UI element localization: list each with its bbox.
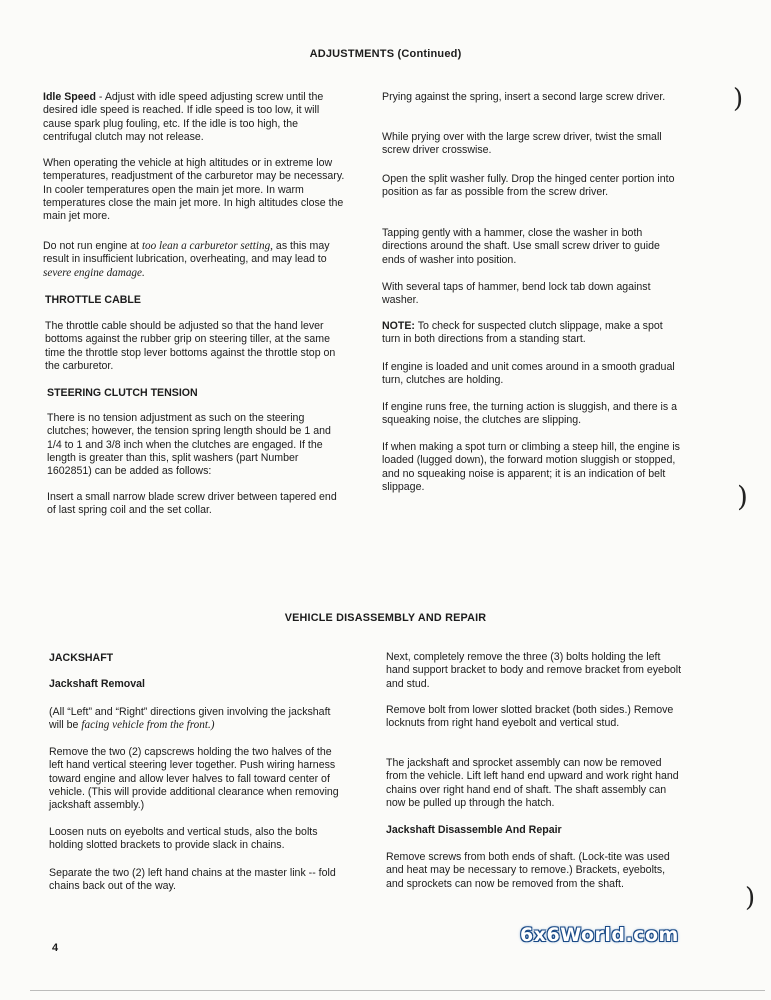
watermark-logo: 6x6World.com xyxy=(520,924,679,946)
right-step-6: If engine is loaded and unit comes around in a smooth gradual turn, clutches are holding. xyxy=(382,361,675,387)
lean-warning-emphasis-2: severe engine damage. xyxy=(43,266,145,279)
separate-chains-paragraph: Separate the two (2) left hand chains at the master link -- fold chains back out of the way. xyxy=(49,867,336,893)
remove-screws-paragraph: Remove screws from both ends of shaft. (Lock-tite was used and heat may be necessary to remove.) Brackets, eyebolts, and sprockets can now be removed from the shaft. xyxy=(386,851,670,890)
jackshaft-removal-heading: Jackshaft Removal xyxy=(49,678,145,690)
idle-speed-heading: Idle Speed xyxy=(43,91,96,103)
lean-warning-paragraph xyxy=(43,240,345,280)
remove-assembly-paragraph: The jackshaft and sprocket assembly can now be removed from the vehicle. Lift left hand end upward and work right hand chains over right hand end of shaft. The shaft assembly can now be pulled up through the hatch. xyxy=(386,757,679,809)
right-step-1: Prying against the spring, insert a second large screw driver. xyxy=(382,91,666,103)
loosen-nuts-paragraph: Loosen nuts on eyebolts and vertical studs, also the bolts holding slotted brackets to provide slack in chains. xyxy=(49,826,318,852)
throttle-cable-heading: THROTTLE CABLE xyxy=(45,294,141,306)
right-step-3: Open the split washer fully. Drop the hinged center portion into position as far as possible from the screw driver. xyxy=(382,173,675,199)
section-title: VEHICLE DISASSEMBLY AND REPAIR xyxy=(284,612,487,624)
direction-note-paragraph xyxy=(49,706,346,733)
right-step-2: While prying over with the large screw driver, twist the small screw driver crosswise. xyxy=(382,131,662,157)
direction-note-text: (All “Left” and “Right” directions given involving the jackshaft will be xyxy=(49,706,331,732)
screwdriver-paragraph: Insert a small narrow blade screw driver between tapered end of last spring coil and the set collar. xyxy=(47,491,337,517)
lean-warning-emphasis-1: too lean a carburetor setting, xyxy=(141,240,273,252)
idle-speed-text: - Adjust with idle speed adjusting screw until the desired idle speed is reached. If idle speed is too low, it will cause spark plug fouling, etc. If the idle is too high, the centrifugal clutch may not release. xyxy=(43,91,324,143)
right-step-7: If engine runs free, the turning action is sluggish, and there is a squeaking noise, the clutches are slipping. xyxy=(382,401,678,427)
capscrews-paragraph: Remove the two (2) capscrews holding the two halves of the left hand vertical steering lever together. Push wiring harness toward engine and allow lever halves to fall toward center of vehicle. (This will provide additional clearance when removing jackshaft assembly.) xyxy=(49,746,339,812)
steering-clutch-heading: STEERING CLUTCH TENSION xyxy=(47,387,198,399)
lean-warning-text-2: as this may result in insufficient lubrication, overheating, and may lead to xyxy=(43,240,330,266)
margin-bracket-mark: ) xyxy=(737,480,748,513)
altitude-paragraph: When operating the vehicle at high altitudes or in extreme low temperatures, readjustment of the carburetor may be necessary. In cooler temperatures open the main jet more. In warm temperatures close the main jet more. In high altitudes close the main jet more. xyxy=(43,157,345,223)
remove-bolt-paragraph: Remove bolt from lower slotted bracket (both sides.) Remove locknuts from right hand eyebolt and vertical stud. xyxy=(386,704,674,730)
scan-edge-line xyxy=(30,990,765,991)
remove-bracket-paragraph: Next, completely remove the three (3) bolts holding the left hand support bracket to body and remove bracket from eyebolt and stud. xyxy=(386,651,682,690)
right-step-4: Tapping gently with a hammer, close the washer in both directions around the shaft. Use small screw driver to guide ends of washer into position. xyxy=(382,227,660,266)
right-step-5: With several taps of hammer, bend lock tab down against washer. xyxy=(382,281,651,307)
steering-clutch-paragraph: There is no tension adjustment as such on the steering clutches; however, the tension spring length should be 1 and 1/4 to 1 and 3/8 inch when the clutches are engaged. If the length is greater than this, split washers (part Number 1602851) can be added as follows: xyxy=(47,412,331,478)
margin-bracket-mark: ) xyxy=(733,84,744,114)
throttle-cable-paragraph: The throttle cable should be adjusted so that the hand lever bottoms against the rubber grip on steering tiller, at the same time the throttle stop lever bottoms against the throttle stop on the carburetor. xyxy=(45,320,336,372)
idle-speed-paragraph xyxy=(43,91,345,144)
note-text: To check for suspected clutch slippage, make a spot turn in both directions from a standing start. xyxy=(382,320,663,346)
note-paragraph xyxy=(382,320,680,347)
lean-warning-text-1: Do not run engine at xyxy=(43,240,142,252)
disassemble-heading: Jackshaft Disassemble And Repair xyxy=(386,824,562,836)
jackshaft-heading: JACKSHAFT xyxy=(49,652,114,664)
margin-bracket-mark: ) xyxy=(745,883,756,913)
page-number: 4 xyxy=(52,942,59,954)
note-label: NOTE: xyxy=(382,320,415,332)
direction-note-emphasis: facing vehicle from the front.) xyxy=(81,719,215,732)
page-title: ADJUSTMENTS (Continued) xyxy=(309,48,462,60)
right-step-8: If when making a spot turn or climbing a steep hill, the engine is loaded (lugged down), the forward motion sluggish or stopped, and no squeaking noise is apparent; it is an indication of belt slippage. xyxy=(382,441,680,493)
